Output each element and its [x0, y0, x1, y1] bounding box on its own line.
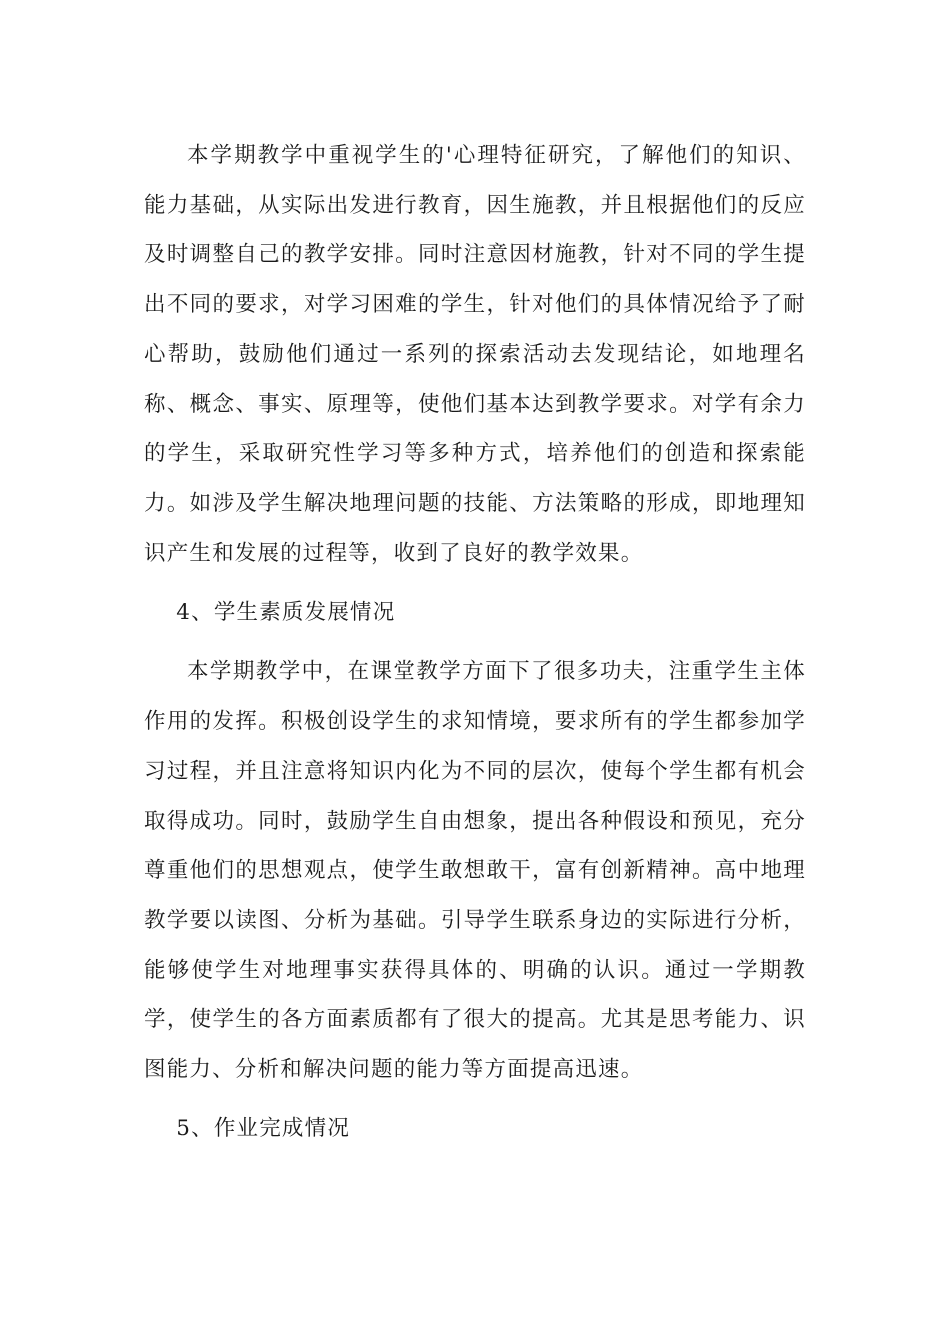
paragraph-teaching-approach: 本学期教学中重视学生的'心理特征研究，了解他们的知识、能力基础，从实际出发进行教育，因生施教，并且根据他们的反应及时调整自己的教学安排。同时注意因材施教，针对不同的学生提出不同的要求，对学习困难的学生，针对他们的具体情况给予了耐心帮助，鼓励他们通过一系列的探索活动去发现结论，如地理名称、概念、事实、原理等，使他们基本达到教学要求。对学有余力的学生，采取研究性学习等多种方式，培养他们的创造和探索能力。如涉及学生解决地理问题的技能、方法策略的形成，即地理知识产生和发展的过程等，收到了良好的教学效果。	[144, 143, 806, 566]
spacer	[144, 578, 806, 588]
section-heading-student-quality: 4、学生素质发展情况	[176, 600, 396, 626]
spacer	[144, 638, 806, 648]
section-heading-homework: 5、作业完成情况	[176, 1116, 351, 1142]
paragraph-student-quality: 本学期教学中，在课堂教学方面下了很多功夫，注重学生主体作用的发挥。积极创设学生的求知情境，要求所有的学生都参加学习过程，并且注意将知识内化为不同的层次，使每个学生都有机会取得成功。同时，鼓励学生自由想象，提出各种假设和预见，充分尊重他们的思想观点，使学生敢想敢干，富有创新精神。高中地理教学要以读图、分析为基础。引导学生联系身边的实际进行分析，能够使学生对地理事实获得具体的、明确的认识。通过一学期教学，使学生的各方面素质都有了很大的提高。尤其是思考能力、识图能力、分析和解决问题的能力等方面提高迅速。	[144, 659, 806, 1083]
document-body	[144, 131, 806, 1154]
spacer	[144, 1095, 806, 1105]
